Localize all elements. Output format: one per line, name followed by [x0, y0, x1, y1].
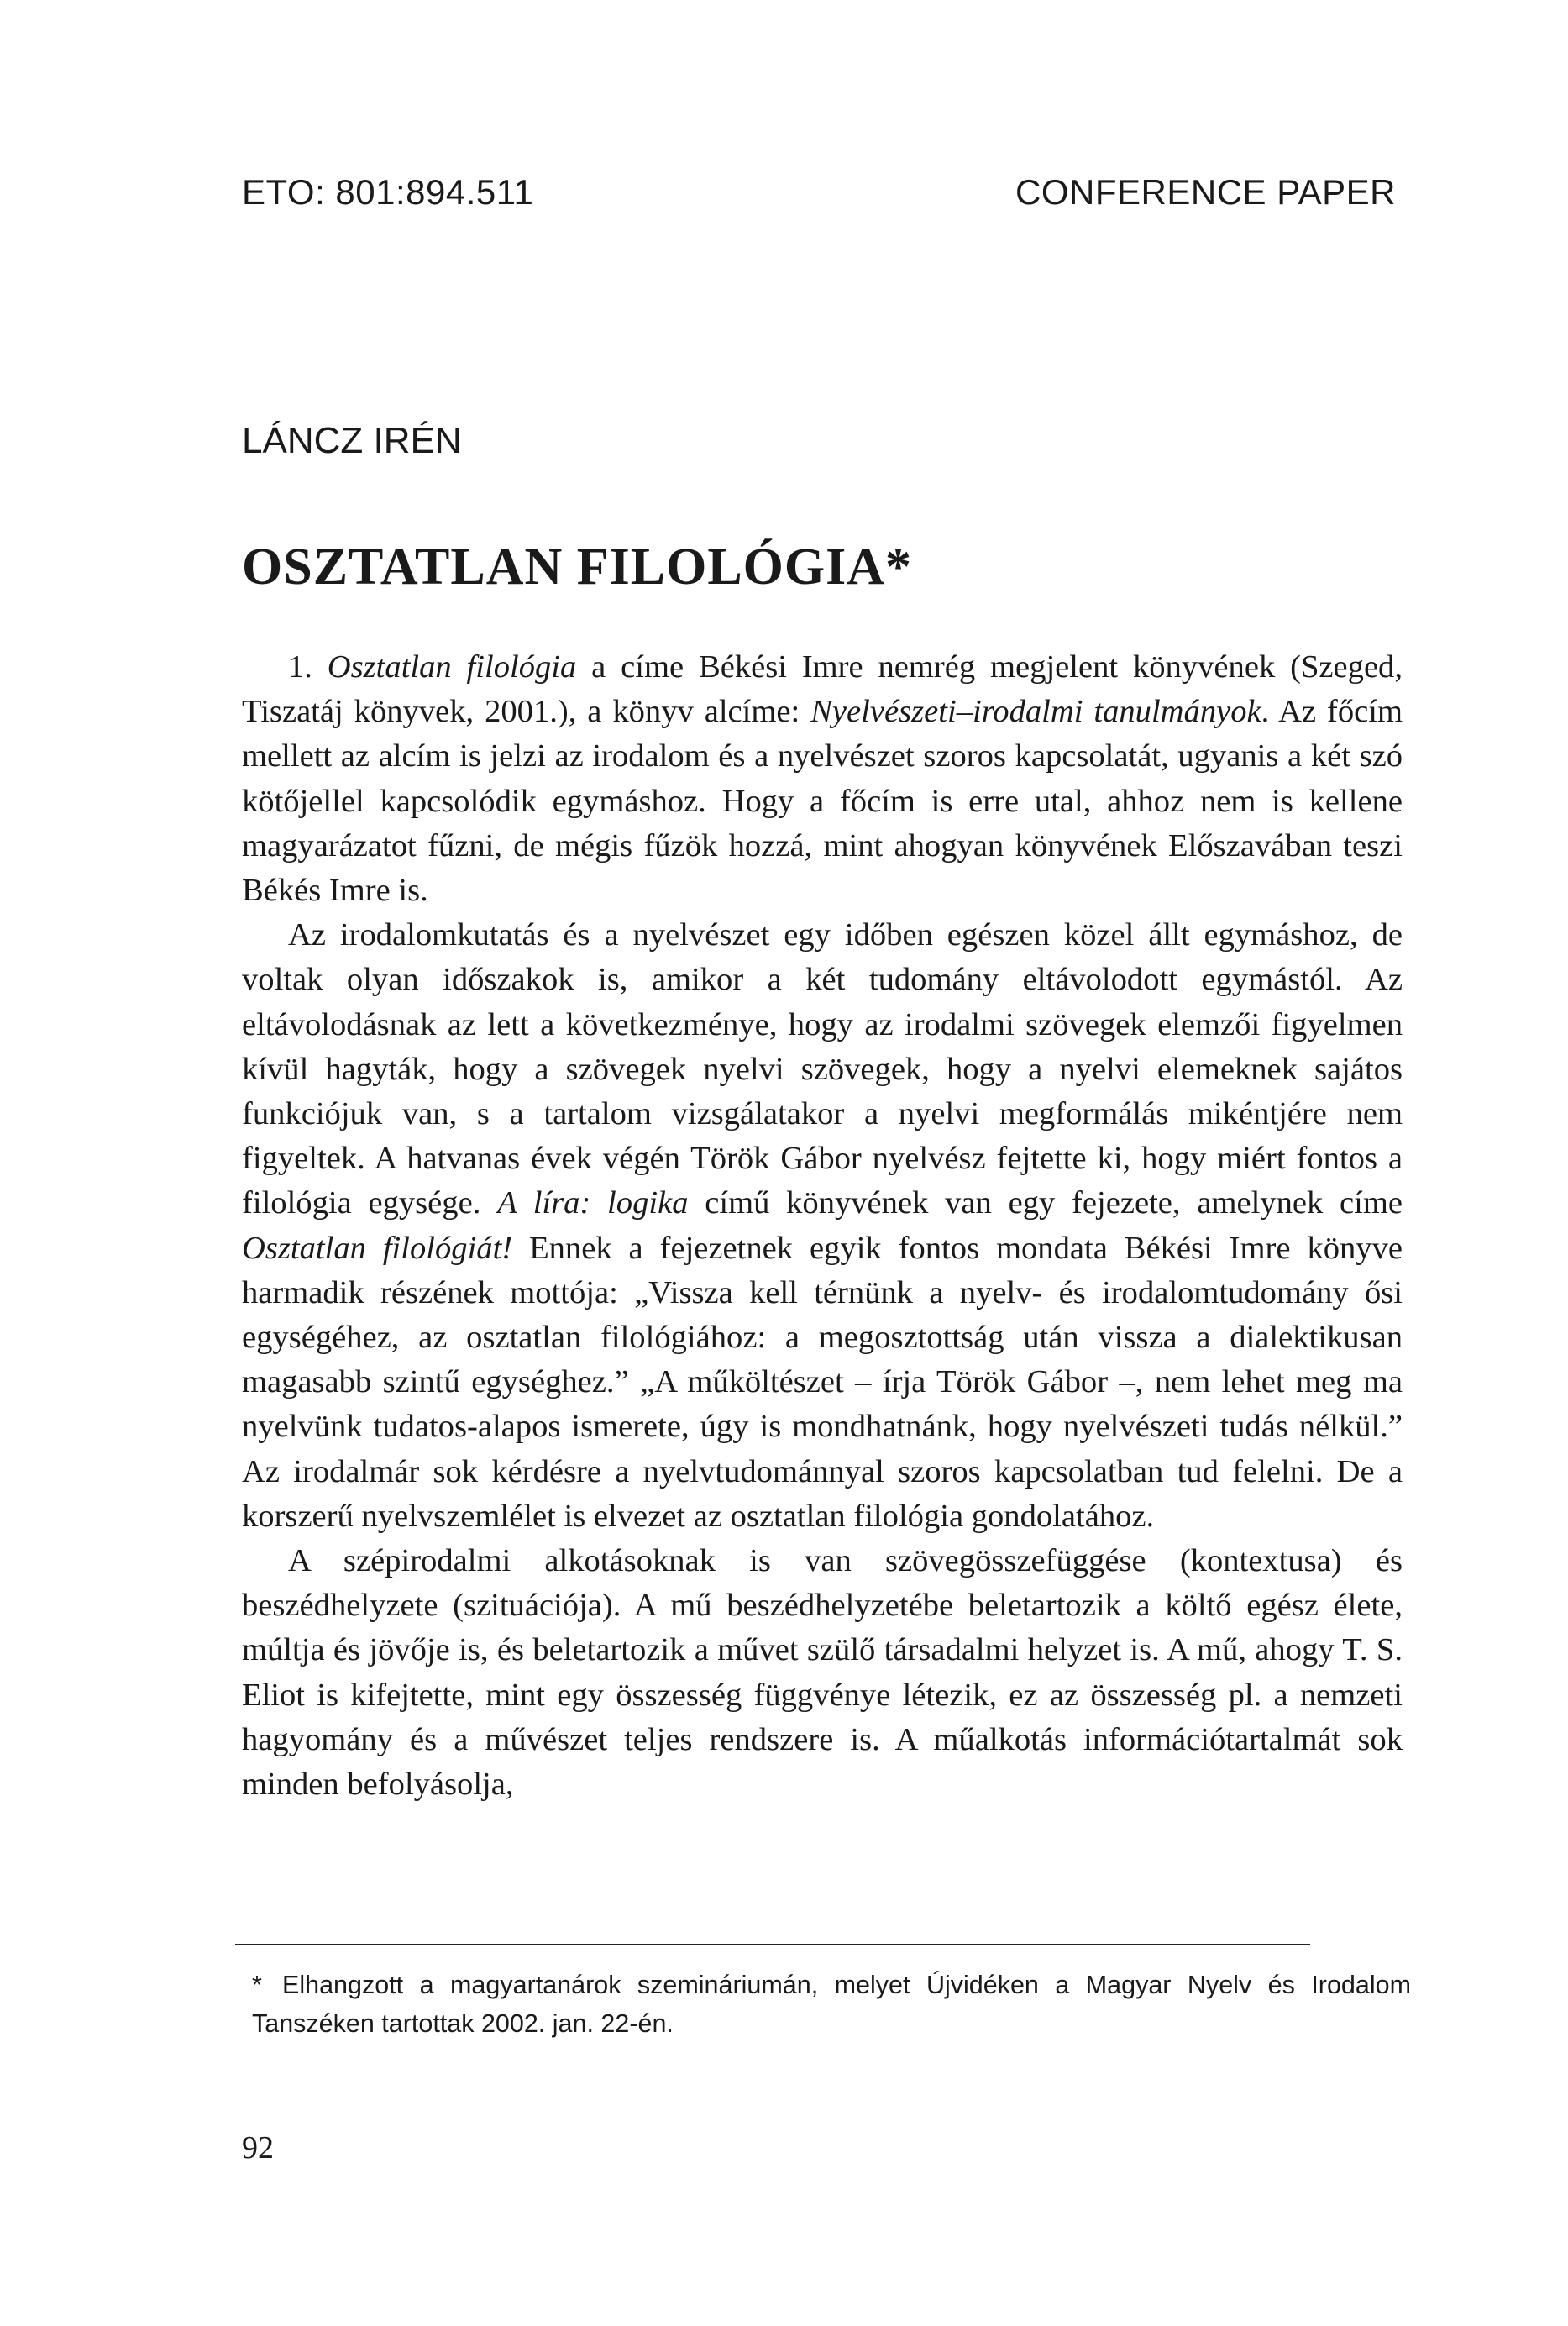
paragraph	[242, 913, 1403, 1539]
footnote-divider	[235, 1944, 1310, 1945]
italic-run: A líra: logika	[497, 1185, 689, 1221]
classification-code: ETO: 801:894.511	[242, 172, 534, 212]
text-run: a címe Békési Imre nemrég megjelent könyvének (Szeged, Tiszatáj könyvek, 2001.), a könyv alcíme:	[242, 649, 1403, 730]
paragraph	[242, 645, 1403, 913]
text-run: című könyvének van egy fejezete, amelynek címe	[688, 1185, 1403, 1221]
italic-run: Osztatlan filológiát!	[242, 1230, 513, 1266]
article-body	[242, 645, 1403, 1807]
text-run: Ennek a fejezetnek egyik fontos mondata Békési Imre könyve harmadik részének mottója: „Vissza kell térnünk a nyelv- és irodalomtudomány ősi egységéhez, az osztatlan filológiához: a megosztottság után vissza a dialektikusan magasabb szintű egységhez.” „A műköltészet – írja Török Gábor –, nem lehet meg ma nyelvünk tudatos-alapos ismerete, úgy is mondhatnánk, hogy nyelvészeti tudás nélkül.” Az irodalmár sok kérdésre a nyelvtudománnyal szoros kapcsolatban tud felelni. De a korszerű nyelvszemlélet is elvezet az osztatlan filológia gondolatához.	[242, 1230, 1403, 1534]
footnote-mark: *	[252, 1971, 262, 1999]
text-run: Az irodalomkutatás és a nyelvészet egy időben egészen közel állt egymáshoz, de voltak olyan időszakok is, amikor a két tudomány eltávolodott egymástól. Az eltávolodásnak az lett a következménye, hogy az irodalmi szövegek elemzői figyelmen kívül hagyták, hogy a szövegek nyelvi szövegek, hogy a nyelvi elemeknek sajátos funkciójuk van, s a tartalom vizsgálatakor a nyelvi megformálás mikéntjére nem figyeltek. A hatvanas évek végén Török Gábor nyelvész fejtette ki, hogy miért fontos a filológia egysége.	[242, 917, 1403, 1221]
italic-run: Osztatlan filológia	[327, 649, 577, 685]
footnote-text: Elhangzott a magyartanárok szemináriumán, melyet Újvidéken a Magyar Nyelv és Irodalom Tanszéken tartottak 2002. jan. 22-én.	[252, 1971, 1411, 2038]
page-number: 92	[242, 2130, 274, 2166]
text-run: . Az főcím mellett az alcím is jelzi az irodalom és a nyelvészet szoros kapcsolatát, ugyanis a két szó kötőjellel kapcsolódik egymáshoz. Hogy a főcím is erre utal, ahhoz nem is kellene magyarázatot fűzni, de mégis fűzök hozzá, mint ahogyan könyvének Előszavában teszi Békés Imre is.	[242, 694, 1403, 909]
paragraph	[242, 1539, 1403, 1807]
italic-run: Nyelvészeti–irodalmi tanulmányok	[810, 694, 1261, 730]
document-type-label: CONFERENCE PAPER	[1015, 172, 1396, 212]
text-run: 1.	[288, 649, 328, 685]
author-name: LÁNCZ IRÉN	[242, 420, 462, 461]
article-title: OSZTATLAN FILOLÓGIA*	[242, 538, 913, 596]
text-run: A szépirodalmi alkotásoknak is van szövegösszefüggése (kontextusa) és beszédhelyzete (szituációja). A mű beszédhelyzetébe beletartozik a költő egész élete, múltja és jövője is, és beletartozik a művet szülő társadalmi helyzet is. A mű, ahogy T. S. Eliot is kifejtette, mint egy összesség függvénye létezik, ez az összesség pl. a nemzeti hagyomány és a művészet teljes rendszere is. A műalkotás információtartalmát sok minden befolyásolja,	[242, 1543, 1403, 1803]
footnote	[252, 1966, 1411, 2043]
